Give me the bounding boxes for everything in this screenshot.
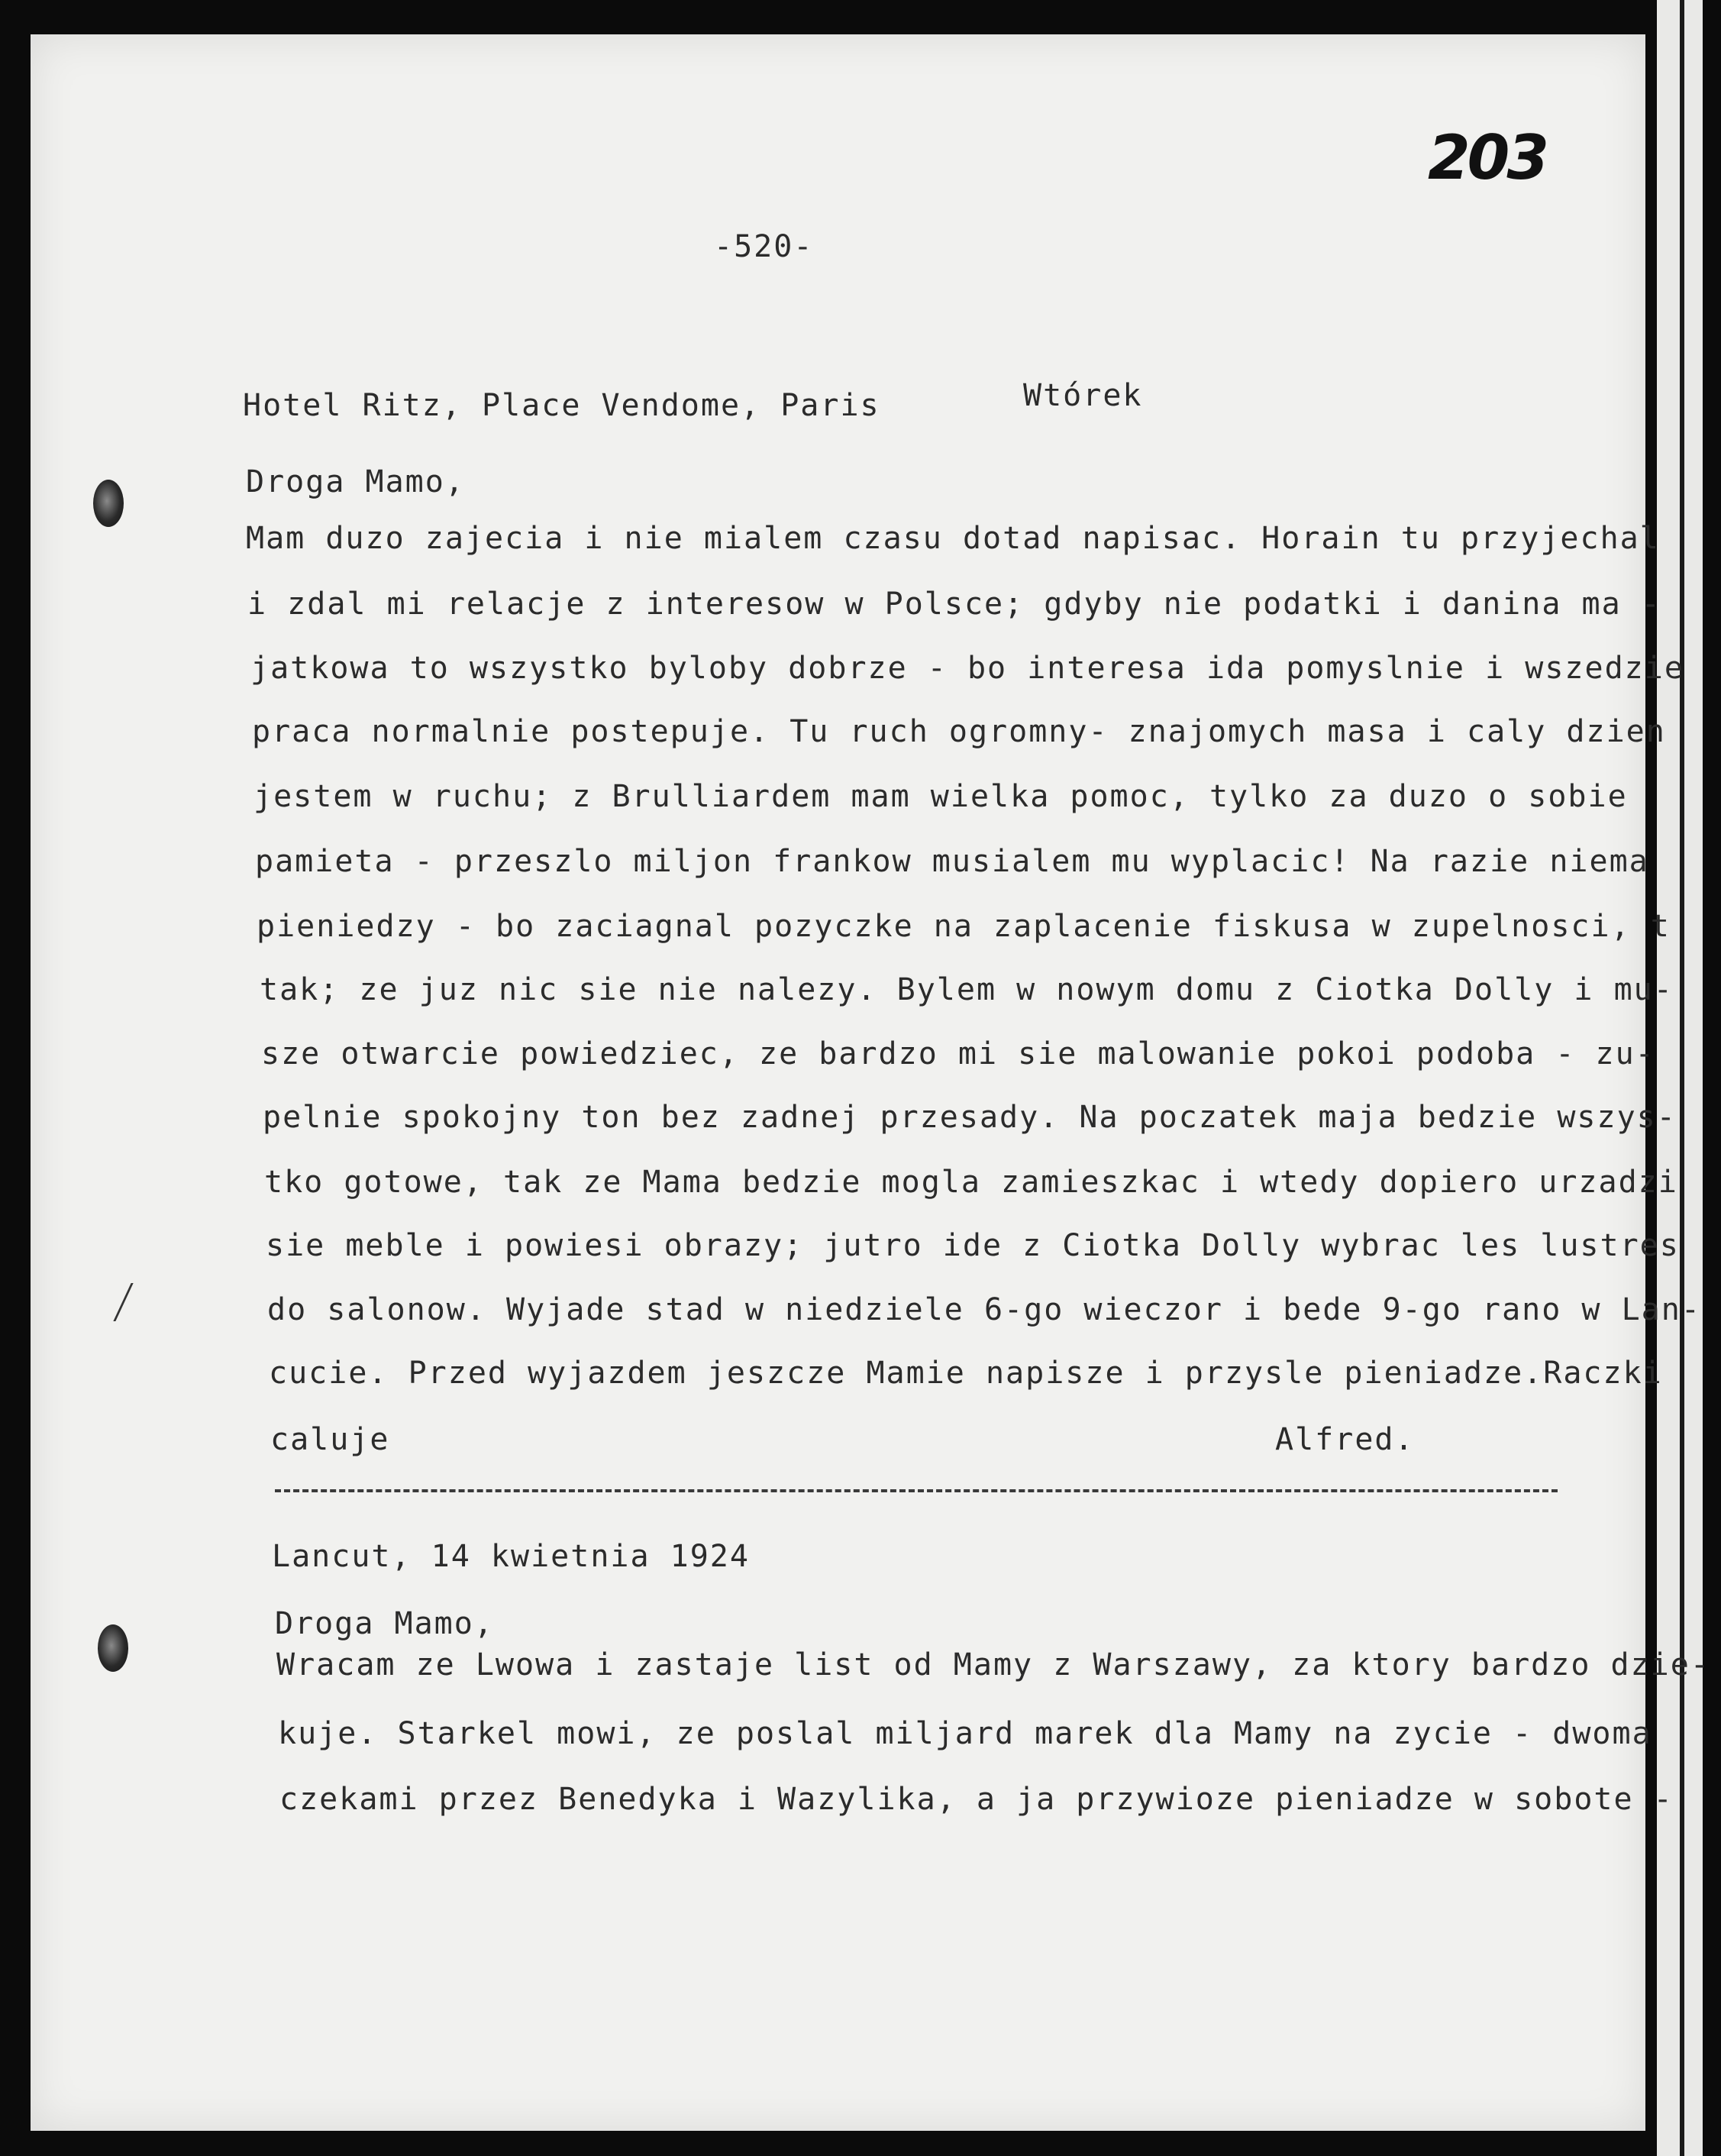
letter2-line: kuje. Starkel mowi, ze poslal miljard marek dla Mamy na zycie - dwoma (278, 1716, 1652, 1751)
letter1-line: do salonow. Wyjade stad w niedziele 6-go wieczor i bede 9-go rano w Lan- (267, 1292, 1701, 1327)
letter2-line: Wracam ze Lwowa i zastaje list od Mamy z Warszawy, za ktory bardzo dzie- (276, 1647, 1710, 1682)
handwritten-folio-number: 203 (1428, 122, 1546, 193)
letter1-line: sie meble i powiesi obrazy; jutro ide z Ciotka Dolly wybrac les lustres (266, 1228, 1680, 1263)
letter2-greeting: Droga Mamo, (275, 1606, 494, 1641)
letter1-line: cucie. Przed wyjazdem jeszcze Mamie napisze i przysle pieniadze.Raczki (269, 1356, 1663, 1391)
letter1-line: pelnie spokojny ton bez zadnej przesady. Na poczatek maja bedzie wszys- (263, 1100, 1677, 1135)
letter1-line: caluje (270, 1422, 390, 1457)
letter1-line: jestem w ruchu; z Brulliardem mam wielka pomoc, tylko za duzo o sobie (253, 779, 1628, 814)
letter1-line: tak; ze juz nic sie nie nalezy. Bylem w nowym domu z Ciotka Dolly i mu- (260, 972, 1674, 1007)
letter1-line: i zdal mi relacje z interesow w Polsce; gdyby nie podatki i danina ma - (247, 587, 1661, 622)
letter1-line: tko gotowe, tak ze Mama bedzie mogla zamieszkac i wtedy dopiero urzadzi (264, 1165, 1678, 1200)
letter1-signature: Alfred. (1275, 1422, 1415, 1457)
letter-separator (275, 1489, 1558, 1492)
letter2-line: czekami przez Benedyka i Wazylika, a ja przywioze pieniadze w sobote - (279, 1782, 1674, 1817)
page-edge-shadow (1680, 0, 1684, 2156)
letter1-header-day: Wtórek (1023, 378, 1143, 413)
letter1-line: pamieta - przeszlo miljon frankow musialem mu wyplacic! Na razie niema (255, 844, 1649, 879)
letter1-line: praca normalnie postepuje. Tu ruch ogromny- znajomych masa i caly dzien (252, 714, 1666, 749)
letter1-line: sze otwarcie powiedziec, ze bardzo mi sie malowanie pokoi podoba - zu- (261, 1036, 1655, 1072)
letter1-header-place: Hotel Ritz, Place Vendome, Paris (243, 388, 880, 423)
punch-hole-top (93, 480, 124, 527)
page-number: -520- (714, 229, 814, 264)
letter1-line: jatkowa to wszystko byloby dobrze - bo interesa ida pomyslnie i wszedzie (250, 651, 1684, 686)
punch-hole-bottom (98, 1624, 128, 1672)
letter1-line: pieniedzy - bo zaciagnal pozyczke na zaplacenie fiskusa w zupelnosci, t (257, 909, 1671, 944)
letter1-line: Mam duzo zajecia i nie mialem czasu dotad napisac. Horain tu przyjechal (246, 521, 1660, 556)
letter1-greeting: Droga Mamo, (246, 464, 465, 499)
letter2-header: Lancut, 14 kwietnia 1924 (272, 1539, 750, 1574)
